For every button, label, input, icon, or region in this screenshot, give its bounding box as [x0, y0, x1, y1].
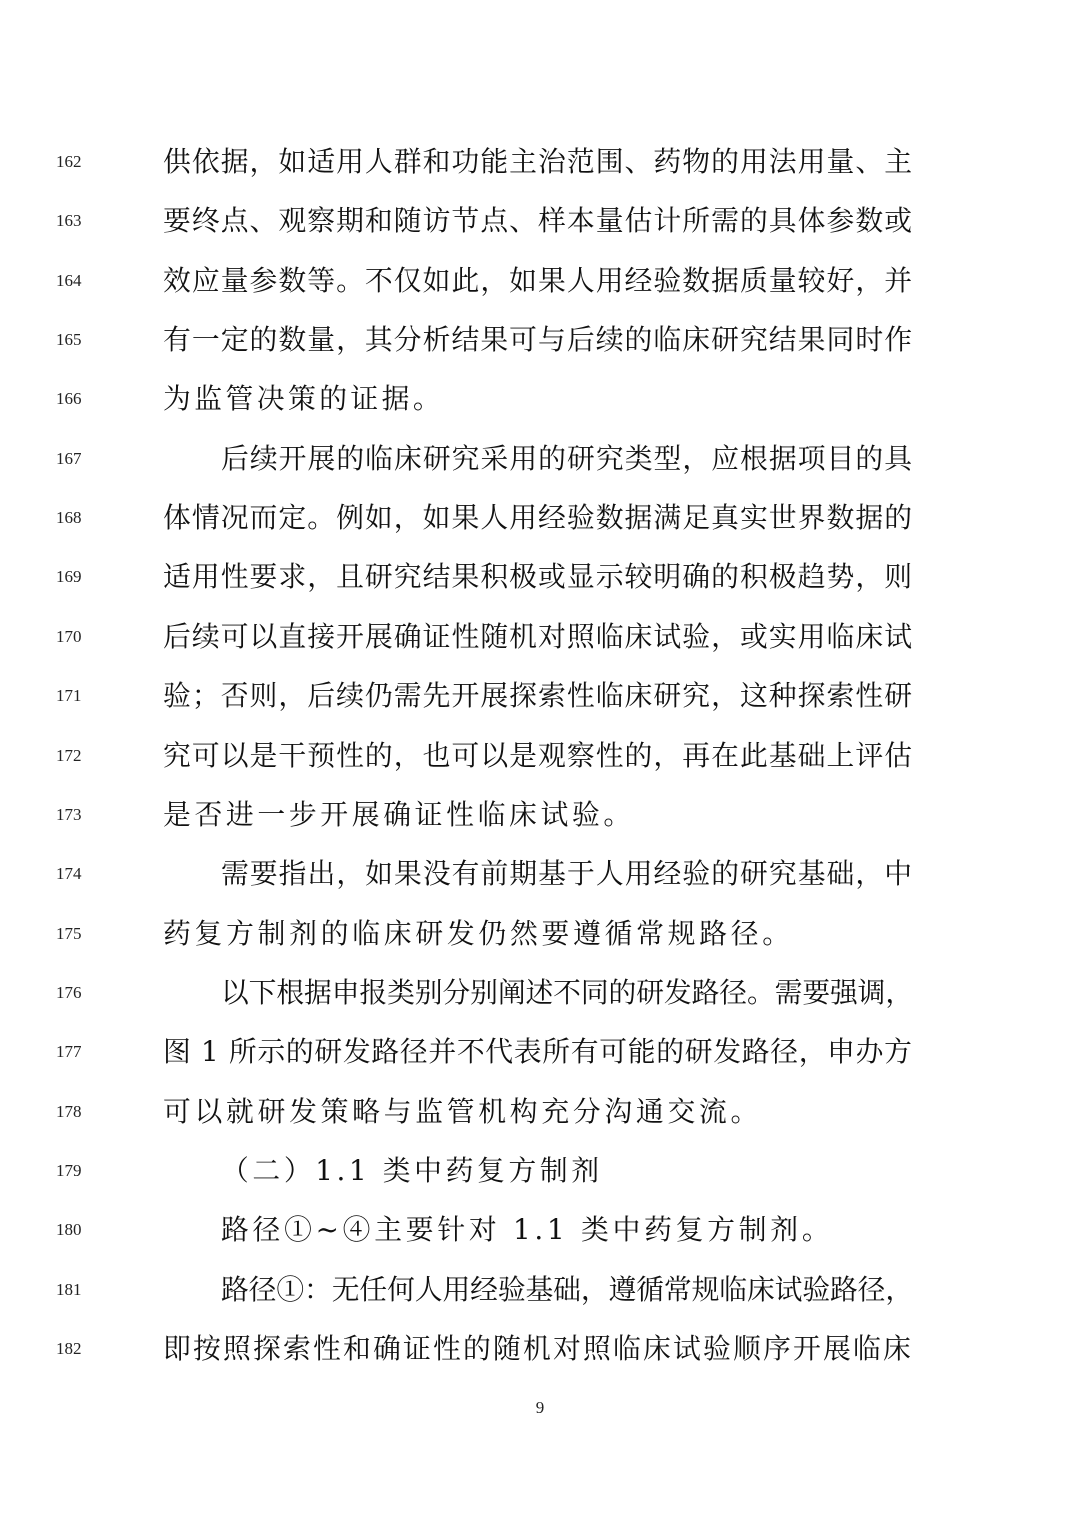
line-text: 后续开展的临床研究采用的研究类型，应根据项目的具: [221, 442, 914, 475]
document-line: [0, 676, 1080, 716]
line-number: 181: [56, 1280, 82, 1299]
line-number: 163: [56, 211, 82, 230]
line-number: 164: [56, 271, 82, 290]
line-text: 究可以是干预性的，也可以是观察性的，再在此基础上评估: [163, 739, 914, 772]
line-text: 以下根据申报类别分别阐述不同的研发路径。需要强调，: [221, 976, 914, 1009]
document-line: [0, 379, 1080, 419]
line-text: 路径①~④主要针对 1.1 类中药复方制剂。: [221, 1213, 834, 1246]
line-text: 可以就研发策略与监管机构充分沟通交流。: [163, 1095, 763, 1128]
document-line: [0, 617, 1080, 657]
line-number: 182: [56, 1339, 82, 1358]
document-line: [0, 795, 1080, 835]
line-number: 180: [56, 1220, 82, 1239]
line-number: 162: [56, 152, 82, 171]
line-text: 即按照探索性和确证性的随机对照临床试验顺序开展临床: [163, 1332, 914, 1365]
line-text: 路径①：无任何人用经验基础，遵循常规临床试验路径，: [221, 1273, 914, 1306]
document-line: [0, 854, 1080, 894]
line-text: 供依据，如适用人群和功能主治范围、药物的用法用量、主: [163, 145, 914, 178]
line-text: 有一定的数量，其分析结果可与后续的临床研究结果同时作: [163, 323, 914, 356]
document-line: [0, 142, 1080, 182]
line-number: 168: [56, 508, 82, 527]
line-number: 170: [56, 627, 82, 646]
line-number: 169: [56, 567, 82, 586]
line-text: （二）1.1 类中药复方制剂: [221, 1154, 603, 1187]
line-number: 179: [56, 1161, 82, 1180]
line-text: 为监管决策的证据。: [163, 382, 445, 415]
document-line: [0, 201, 1080, 241]
document-line: [0, 557, 1080, 597]
line-text: 体情况而定。例如，如果人用经验数据满足真实世界数据的: [163, 501, 914, 534]
line-number: 171: [56, 686, 82, 705]
line-text: 后续可以直接开展确证性随机对照临床试验，或实用临床试: [163, 620, 914, 653]
line-number: 172: [56, 746, 82, 765]
line-text: 图 1 所示的研发路径并不代表所有可能的研发路径，申办方: [163, 1035, 913, 1068]
line-number: 175: [56, 924, 82, 943]
document-line: [0, 320, 1080, 360]
line-number: 173: [56, 805, 82, 824]
document-line: [0, 1151, 1080, 1191]
line-text: 要终点、观察期和随访节点、样本量估计所需的具体参数或: [163, 204, 914, 237]
line-text: 药复方制剂的临床研发仍然要遵循常规路径。: [163, 917, 794, 950]
document-line: [0, 914, 1080, 954]
page-number: 9: [535, 1398, 545, 1417]
line-number: 176: [56, 983, 82, 1002]
line-number: 167: [56, 449, 82, 468]
document-line: [0, 973, 1080, 1013]
line-text: 效应量参数等。不仅如此，如果人用经验数据质量较好，并: [163, 264, 914, 297]
document-line: [0, 1270, 1080, 1310]
document-line: [0, 1092, 1080, 1132]
document-line: [0, 439, 1080, 479]
document-line: [0, 1032, 1080, 1072]
line-number: 174: [56, 864, 82, 883]
line-number: 165: [56, 330, 82, 349]
line-number: 178: [56, 1102, 82, 1121]
document-line: [0, 1210, 1080, 1250]
document-line: [0, 261, 1080, 301]
line-text: 是否进一步开展确证性临床试验。: [163, 798, 635, 831]
line-number: 177: [56, 1042, 82, 1061]
line-text: 验；否则，后续仍需先开展探索性临床研究，这种探索性研: [163, 679, 914, 712]
line-number: 166: [56, 389, 82, 408]
document-line: [0, 736, 1080, 776]
line-text: 适用性要求，且研究结果积极或显示较明确的积极趋势，则: [163, 560, 914, 593]
document-line: [0, 498, 1080, 538]
document-line: [0, 1329, 1080, 1369]
line-text: 需要指出，如果没有前期基于人用经验的研究基础，中: [221, 857, 914, 890]
